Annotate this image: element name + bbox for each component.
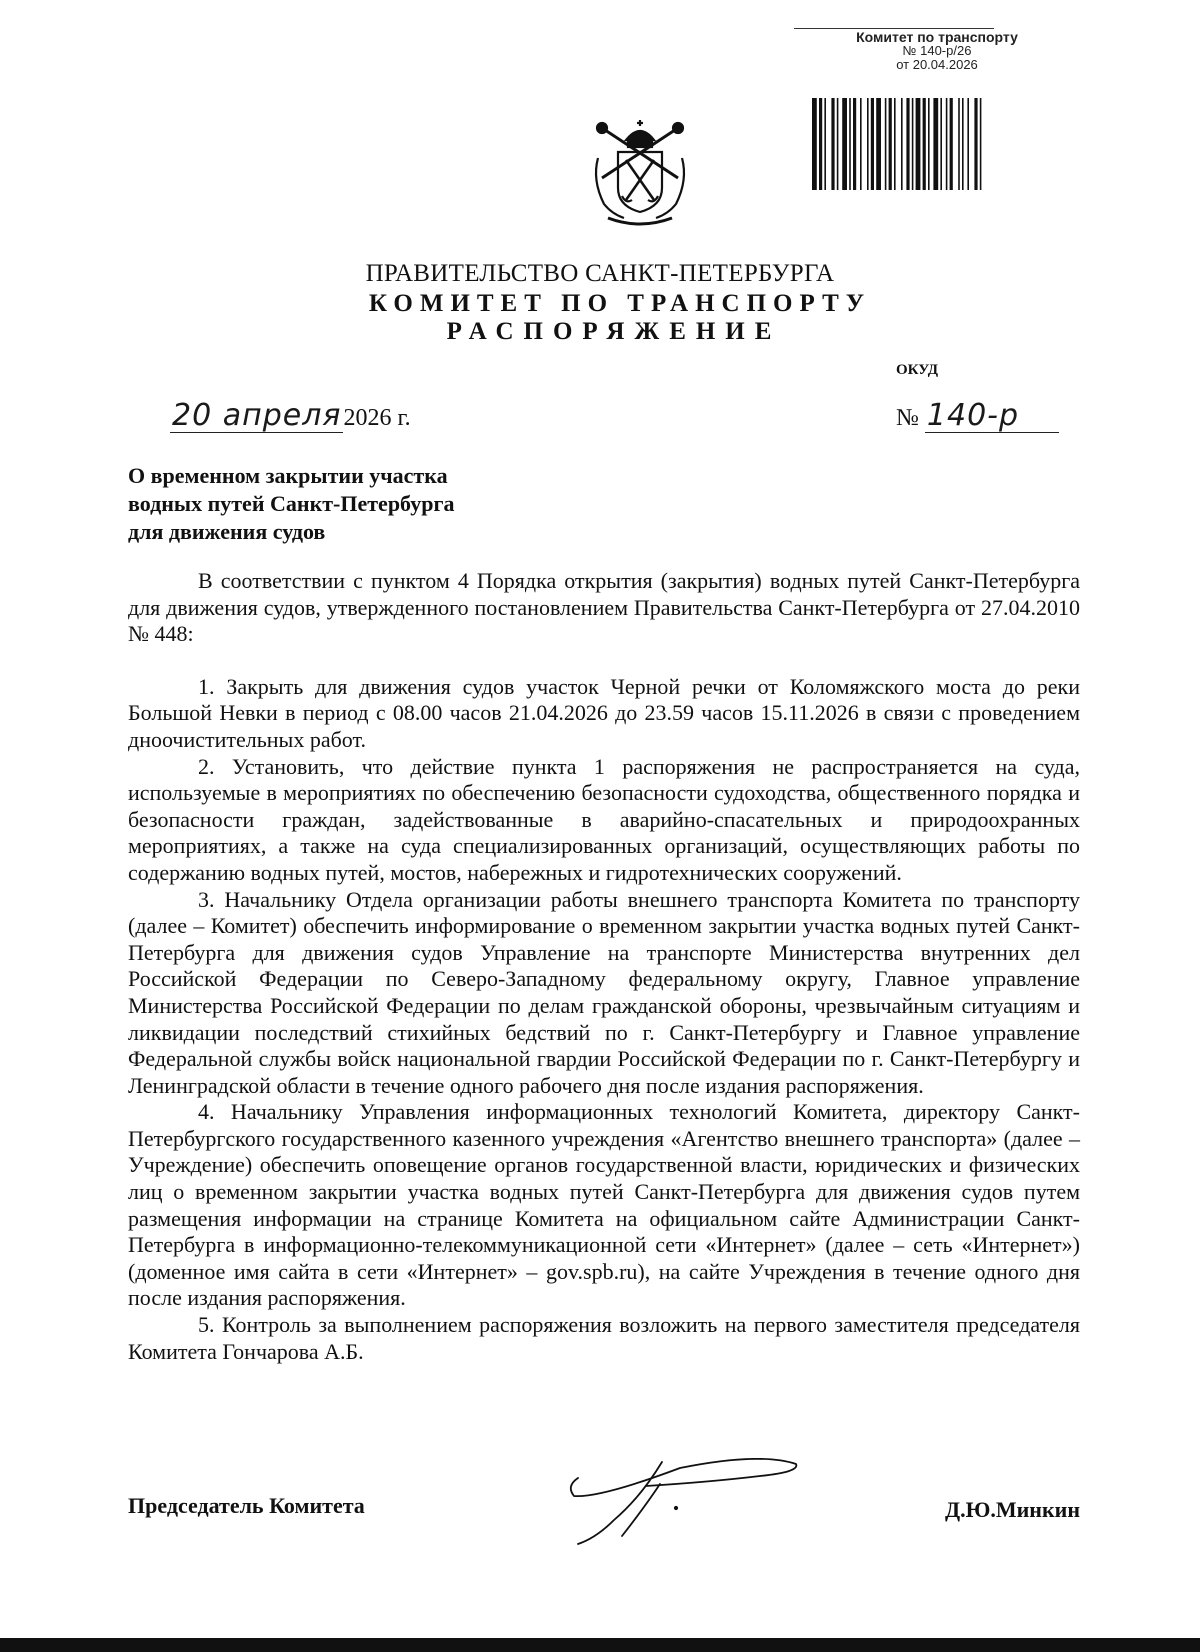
document-date	[170, 398, 411, 433]
subject-line: О временном закрытии участка	[128, 463, 448, 488]
order-item-4: 4. Начальнику Управления информационных технологий Комитета, директору Санкт-Петербургского государственного казенного учреждения «Агентство внешнего транспорта» (далее – Учреждение) обеспечить оповещение органов государственной власти, юридических и физических лиц о временном закрытии участка водных путей Санкт-Петербурга для движения судов путем размещения информации на странице Комитета на официальном сайте Администрации Санкт-Петербурга в информационно-телекоммуникационной сети «Интернет» (далее – сеть «Интернет») (доменное имя сайта в сети «Интернет» – gov.spb.ru), на сайте Учреждения в течение одного дня после издания распоряжения.	[128, 1099, 1080, 1311]
scan-border	[0, 1638, 1200, 1652]
stamp-top-rule	[794, 28, 994, 33]
committee-title: КОМИТЕТ ПО ТРАНСПОРТУ	[368, 290, 872, 317]
document-number	[896, 398, 1059, 433]
order-item-2: 2. Установить, что действие пункта 1 распоряжения не распространяется на суда, используемые в мероприятиях по обеспечению безопасности судоходства, общественного порядка и безопасности граждан, задействованные в аварийно-спасательных и природоохранных мероприятиях, а также на суда специализированных организаций, осуществляющих работы по содержанию водных путей, мостов, набережных и гидротехнических сооружений.	[128, 753, 1080, 885]
registration-stamp	[812, 30, 1062, 72]
signatory-title: Председатель Комитета	[128, 1493, 365, 1518]
document-type: РАСПОРЯЖЕНИЕ	[446, 318, 782, 345]
subject-line: водных путей Санкт-Петербурга	[128, 491, 455, 516]
stamp-org: Комитет по транспорту	[856, 29, 1018, 45]
handwritten-signature	[560, 1458, 800, 1558]
stamp-reg-date: от 20.04.2026	[896, 57, 978, 72]
document-subject	[128, 462, 454, 546]
document-body	[128, 568, 1080, 1365]
order-item-3: 3. Начальнику Отдела организации работы внешнего транспорта Комитета по транспорту (далее – Комитет) обеспечить информирование о временном закрытии участка водных путей Санкт-Петербурга для движения судов Управление на транспорте Министерства внутренних дел Российской Федерации по Северо-Западному федеральному округу, Главное управление Министерства Российской Федерации по делам гражданской обороны, чрезвычайным ситуациям и ликвидации последствий стихийных бедствий по г. Санкт-Петербургу и Главное управление Федеральной службы войск национальной гвардии Российской Федерации по г. Санкт-Петербургу и Ленинградской области в течение одного рабочего дня после издания распоряжения.	[128, 886, 1080, 1098]
signatory-name: Д.Ю.Минкин	[944, 1497, 1080, 1522]
order-item-5: 5. Контроль за выполнением распоряжения возложить на первого заместителя председателя Комитета Гончарова А.Б.	[128, 1312, 1080, 1364]
subject-line: для движения судов	[128, 519, 326, 544]
date-year: 2026 г.	[343, 405, 411, 431]
okud-label: ОКУД	[896, 362, 939, 378]
handwritten-number: 140-р	[926, 398, 1020, 433]
handwritten-date: 20 апреля	[172, 398, 342, 433]
coat-of-arms-icon	[588, 118, 692, 228]
number-label: №	[896, 405, 919, 431]
order-item-1: 1. Закрыть для движения судов участок Черной речки от Коломяжского моста до реки Большой Невки в период с 08.00 часов 21.04.2026 до 23.59 часов 15.11.2026 в связи с проведением дноочистительных работ.	[128, 673, 1080, 752]
stamp-reg-number: № 140-р/26	[902, 43, 972, 58]
government-title: ПРАВИТЕЛЬСТВО САНКТ-ПЕТЕРБУРГА	[365, 260, 835, 287]
barcode-icon	[812, 98, 1056, 190]
intro-paragraph: В соответствии с пунктом 4 Порядка открытия (закрытия) водных путей Санкт-Петербурга для движения судов, утвержденного постановлением Правительства Санкт-Петербурга от 27.04.2010 № 448:	[128, 568, 1080, 647]
